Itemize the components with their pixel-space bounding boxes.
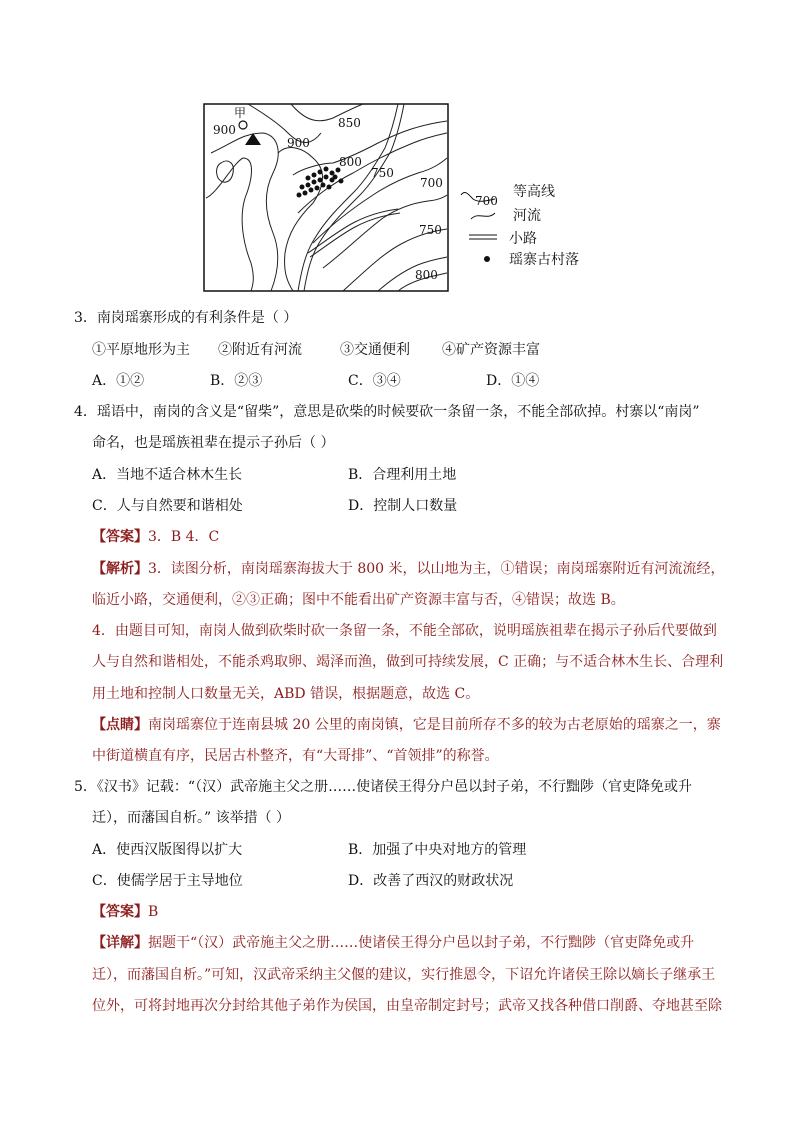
answer-tag: 【答案】 — [92, 904, 148, 920]
q3-item: ②附近有河流 — [218, 342, 302, 358]
detail-line1 — [92, 933, 694, 953]
detail-text: 据题干“（汉）武帝施主父之册……使诸侯王得分户邑以封子弟，不行黜陟（官吏降免或升 — [148, 935, 695, 951]
comment-line2: 中街道横直有序，民居古朴整齐，有“大哥排”、“首领排”的称誉。 — [92, 748, 499, 764]
q4-option-b: B．合理利用土地 — [348, 467, 457, 483]
q3-option-b: B．②③ — [210, 373, 263, 389]
q3-item: ①平原地形为主 — [92, 342, 190, 358]
analysis-line3: 4．由题目可知，南岗人做到砍柴时砍一条留一条，不能全部砍，说明瑶族祖辈在揭示子孙后代要做到 — [92, 623, 717, 639]
map-legend — [461, 183, 579, 268]
contour-label: 750 — [371, 166, 394, 180]
answer-block-2 — [92, 902, 158, 922]
comment-text: 南岗瑶寨位于连南县城 20 公里的南岗镇，它是目前所存不多的较为古老原始的瑶寨之一，寨 — [148, 717, 721, 733]
answer-text: 3．B 4．C — [148, 529, 220, 545]
answer-block-1 — [92, 527, 219, 547]
analysis-text: 3．读图分析，南岗瑶寨海拔大于 800 米，以山地为主，①错误；南岗瑶寨附近有河流流经， — [148, 561, 725, 577]
topographic-map — [203, 103, 757, 293]
q3-item: ④矿产资源丰富 — [442, 342, 540, 358]
q3-option-d: D．①④ — [486, 373, 540, 389]
legend-river-label: 河流 — [513, 208, 541, 224]
legend-contour-label: 等高线 — [513, 184, 555, 200]
analysis-line5: 用土地和控制人口数量无关，ABD 错误，根据题意，故选 C。 — [92, 686, 480, 702]
q3-option-a: A．①② — [92, 373, 145, 389]
contour-label: 800 — [415, 268, 438, 282]
comment-tag: 【点睛】 — [92, 717, 148, 733]
contour-label: 850 — [338, 116, 361, 130]
q5-option-d: D．改善了西汉的财政状况 — [348, 873, 514, 889]
answer-tag: 【答案】 — [92, 529, 148, 545]
q5-option-b: B．加强了中央对地方的管理 — [348, 842, 527, 858]
place-jia-label: 甲 — [234, 106, 247, 120]
legend-road-label: 小路 — [509, 231, 537, 247]
q3-item: ③交通便利 — [340, 342, 410, 358]
question-3-stem: 3．南岗瑶寨形成的有利条件是（ ） — [74, 310, 298, 326]
q4-option-c: C．人与自然要和谐相处 — [92, 498, 243, 514]
contour-label: 900 — [287, 136, 310, 150]
detail-line3: 位外，可将封地再次分封给其他子弟作为侯国，由皇帝制定封号；武帝又找各种借口削爵、夺地甚至除 — [92, 998, 722, 1014]
answer-text: B — [148, 904, 159, 920]
detail-tag: 【详解】 — [92, 935, 148, 951]
contour-label: 700 — [420, 176, 443, 190]
map-frame — [204, 104, 448, 291]
q5-option-c: C．使儒学居于主导地位 — [92, 873, 243, 889]
question-4-stem-line2: 命名，也是瑶族祖辈在提示子孙后（ ） — [92, 435, 335, 451]
analysis-line1 — [92, 559, 725, 579]
contour-label: 900 — [213, 123, 236, 137]
q5-option-a: A．使西汉版图得以扩大 — [92, 842, 243, 858]
legend-village-label: 瑶寨古村落 — [509, 252, 579, 268]
detail-line2: 迁），而藩国自析。”可知，汉武帝采纳主父偃的建议，实行推恩令，下诏允许诸侯王除以嫡长子继承王 — [92, 967, 716, 983]
question-5-stem-line1: 5．《汉书》记载：“（汉）武帝施主父之册……使诸侯王得分户邑以封子弟，不行黜陟（官吏降免或升 — [74, 779, 693, 795]
question-4-stem-line1: 4．瑶语中，南岗的含义是“留柴”，意思是砍柴的时候要砍一条留一条，不能全部砍掉。村寨以“南岗” — [74, 404, 700, 420]
analysis-line2: 临近小路，交通便利，②③正确；图中不能看出矿产资源丰富与否，④错误；故选 B。 — [92, 592, 625, 608]
contour-label: 750 — [419, 223, 442, 237]
question-5-stem-line2: 迁），而藩国自析。” 该举措（ ） — [92, 810, 291, 826]
q4-option-d: D．控制人口数量 — [348, 498, 458, 514]
comment-line1 — [92, 715, 721, 735]
analysis-line4: 人与自然和谐相处，不能杀鸡取卵、竭泽而渔，做到可持续发展，C 正确；与不适合林木生长、合理利 — [92, 654, 724, 670]
legend-contour-value: 700 — [475, 194, 498, 208]
legend-village-symbol — [484, 256, 490, 262]
topographic-map-figure — [203, 103, 757, 293]
legend-river-symbol — [471, 213, 495, 219]
place-jia-marker — [239, 121, 247, 129]
analysis-tag: 【解析】 — [92, 561, 148, 577]
contour-label: 800 — [339, 155, 362, 169]
q3-option-c: C．③④ — [348, 373, 401, 389]
q4-option-a: A．当地不适合林木生长 — [92, 467, 243, 483]
